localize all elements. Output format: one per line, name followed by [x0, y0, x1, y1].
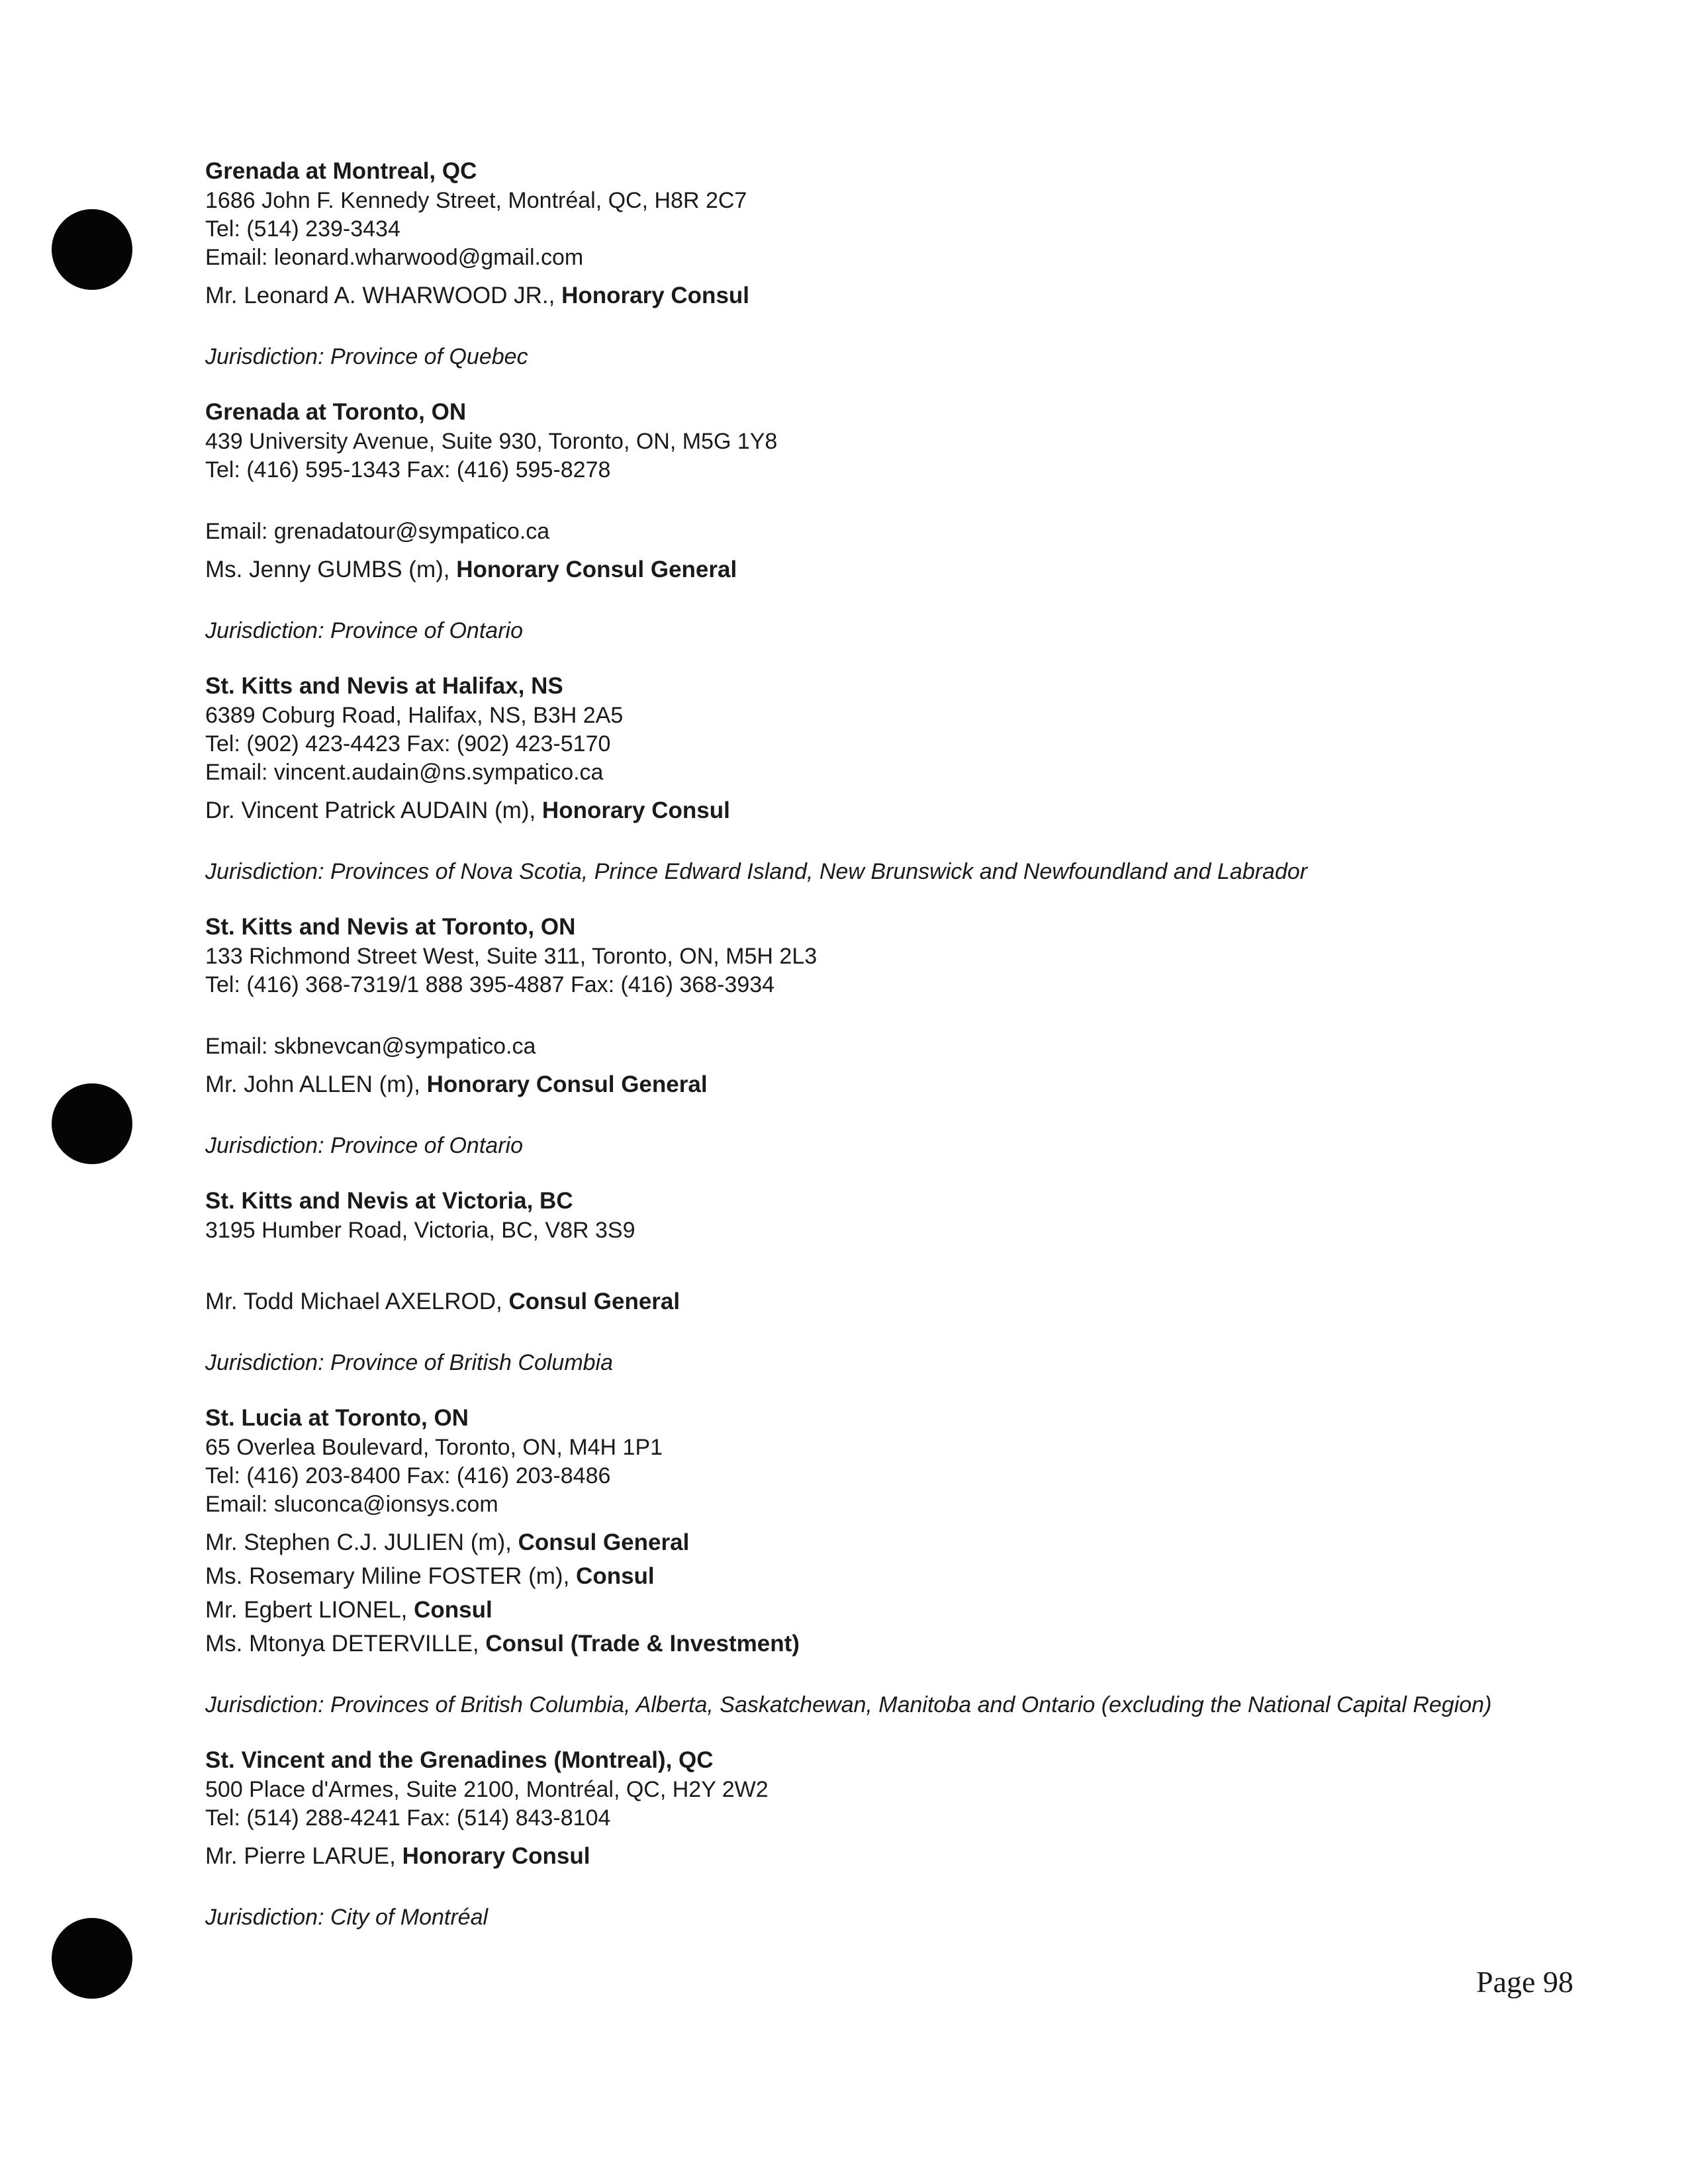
- jurisdiction: Jurisdiction: Provinces of British Columbia, Alberta, Saskatchewan, Manitoba and Ontario (excluding the National Capital Region): [205, 1692, 1492, 1717]
- consulate-listing: [205, 156, 1529, 1958]
- person-role: Honorary Consul: [561, 283, 750, 308]
- consulate-entry: [205, 671, 1529, 887]
- jurisdiction: Jurisdiction: Provinces of Nova Scotia, Prince Edward Island, New Brunswick and Newfoundland and Labrador: [205, 859, 1307, 884]
- phone-line: Tel: (416) 368-7319/1 888 395-4887 Fax: (416) 368-3934: [205, 972, 775, 997]
- person-line: [205, 1593, 1529, 1627]
- person-role: Consul: [576, 1563, 655, 1589]
- email-line: Email: vincent.audain@ns.sympatico.ca: [205, 760, 604, 785]
- person-name: Mr. Leonard A. WHARWOOD JR.,: [205, 283, 562, 308]
- phone-line: Tel: (416) 595-1343 Fax: (416) 595-8278: [205, 457, 611, 482]
- email-line: Email: grenadatour@sympatico.ca: [205, 519, 550, 544]
- person-name: Mr. John ALLEN (m),: [205, 1071, 427, 1097]
- person-name: Mr. Pierre LARUE,: [205, 1843, 402, 1869]
- person-role: Consul General: [508, 1289, 680, 1314]
- address-line: 500 Place d'Armes, Suite 2100, Montréal, QC, H2Y 2W2: [205, 1777, 769, 1802]
- entry-title: Grenada at Montreal, QC: [205, 158, 477, 184]
- person-line: [205, 1627, 1529, 1661]
- consulate-entry: [205, 1745, 1529, 1933]
- person-list: [205, 794, 1529, 827]
- person-line: [205, 1559, 1529, 1593]
- spacer: [205, 999, 1529, 1032]
- entry-title: St. Kitts and Nevis at Toronto, ON: [205, 914, 576, 940]
- jurisdiction: Jurisdiction: Province of British Columbia: [205, 1350, 614, 1375]
- jurisdiction: Jurisdiction: Province of Ontario: [205, 618, 523, 643]
- person-role: Consul General: [518, 1529, 690, 1555]
- address-line: 65 Overlea Boulevard, Toronto, ON, M4H 1P1: [205, 1435, 663, 1460]
- punch-hole: [52, 209, 132, 290]
- person-line: [205, 1285, 1529, 1318]
- person-list: [205, 553, 1529, 586]
- phone-line: Tel: (514) 239-3434: [205, 216, 400, 242]
- phone-line: Tel: (416) 203-8400 Fax: (416) 203-8486: [205, 1463, 611, 1488]
- person-role: Consul (Trade & Investment): [485, 1631, 800, 1657]
- person-name: Dr. Vincent Patrick AUDAIN (m),: [205, 797, 542, 823]
- person-name: Mr. Egbert LIONEL,: [205, 1597, 414, 1623]
- person-role: Honorary Consul: [402, 1843, 590, 1869]
- punch-hole: [52, 1083, 132, 1164]
- jurisdiction: Jurisdiction: Province of Ontario: [205, 1133, 523, 1158]
- phone-line: Tel: (902) 423-4423 Fax: (902) 423-5170: [205, 731, 611, 756]
- person-name: Ms. Mtonya DETERVILLE,: [205, 1631, 486, 1657]
- address-line: 1686 John F. Kennedy Street, Montréal, QC, H8R 2C7: [205, 188, 747, 213]
- consulate-entry: [205, 397, 1529, 646]
- address-line: 6389 Coburg Road, Halifax, NS, B3H 2A5: [205, 703, 624, 728]
- page-number: Page 98: [1476, 1965, 1573, 1999]
- person-name: Ms. Jenny GUMBS (m),: [205, 557, 457, 582]
- spacer: [205, 1245, 1529, 1278]
- person-list: [205, 1839, 1529, 1873]
- address-line: 133 Richmond Street West, Suite 311, Toronto, ON, M5H 2L3: [205, 944, 818, 969]
- consulate-entry: [205, 156, 1529, 372]
- email-line: Email: sluconca@ionsys.com: [205, 1492, 498, 1517]
- person-line: [205, 1525, 1529, 1559]
- punch-hole: [52, 1918, 132, 1999]
- person-name: Mr. Todd Michael AXELROD,: [205, 1289, 509, 1314]
- person-role: Honorary Consul: [541, 797, 730, 823]
- person-role: Consul: [414, 1597, 492, 1623]
- person-line: [205, 794, 1529, 827]
- person-line: [205, 1839, 1529, 1873]
- person-role: Honorary Consul General: [456, 557, 737, 582]
- person-line: [205, 279, 1529, 312]
- entry-title: St. Vincent and the Grenadines (Montreal), QC: [205, 1747, 714, 1773]
- person-list: [205, 279, 1529, 312]
- jurisdiction: Jurisdiction: City of Montréal: [205, 1905, 489, 1930]
- person-name: Ms. Rosemary Miline FOSTER (m),: [205, 1563, 577, 1589]
- entry-title: St. Kitts and Nevis at Victoria, BC: [205, 1188, 573, 1214]
- person-role: Honorary Consul General: [426, 1071, 708, 1097]
- person-list: [205, 1068, 1529, 1101]
- jurisdiction: Jurisdiction: Province of Quebec: [205, 344, 528, 369]
- email-line: Email: leonard.wharwood@gmail.com: [205, 245, 584, 270]
- consulate-entry: [205, 1403, 1529, 1720]
- person-line: [205, 553, 1529, 586]
- entry-title: Grenada at Toronto, ON: [205, 399, 467, 425]
- person-list: [205, 1285, 1529, 1318]
- entry-title: St. Kitts and Nevis at Halifax, NS: [205, 673, 563, 699]
- person-line: [205, 1068, 1529, 1101]
- entry-title: St. Lucia at Toronto, ON: [205, 1405, 469, 1431]
- phone-line: Tel: (514) 288-4241 Fax: (514) 843-8104: [205, 1805, 611, 1831]
- address-line: 439 University Avenue, Suite 930, Toronto, ON, M5G 1Y8: [205, 429, 778, 454]
- consulate-entry: [205, 1186, 1529, 1378]
- email-line: Email: skbnevcan@sympatico.ca: [205, 1034, 536, 1059]
- consulate-entry: [205, 912, 1529, 1161]
- spacer: [205, 484, 1529, 518]
- person-list: [205, 1525, 1529, 1661]
- person-name: Mr. Stephen C.J. JULIEN (m),: [205, 1529, 518, 1555]
- address-line: 3195 Humber Road, Victoria, BC, V8R 3S9: [205, 1218, 635, 1243]
